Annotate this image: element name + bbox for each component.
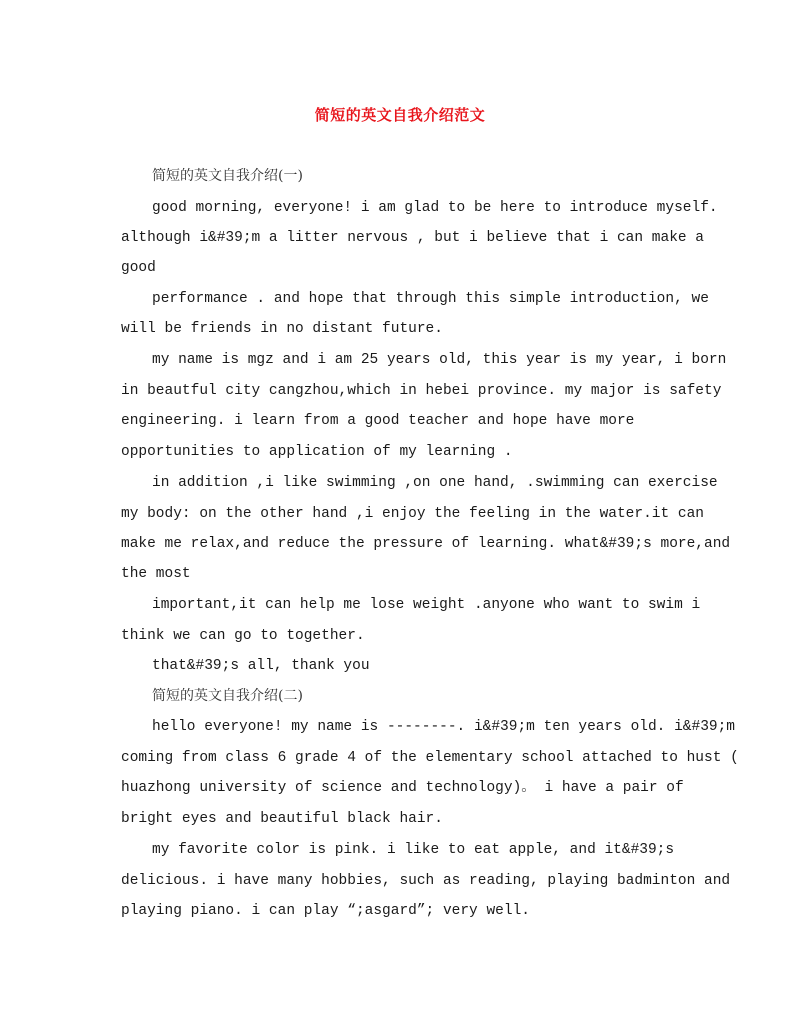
paragraph-line: the most (121, 566, 191, 582)
paragraph-line: my name is mgz and i am 25 years old, this year is my year, i born (152, 352, 727, 368)
document-title: 简短的英文自我介绍范文 (314, 106, 486, 124)
paragraph-line: important,it can help me lose weight .anyone who want to swim i (152, 597, 701, 613)
section-heading-1: 简短的英文自我介绍(一) (152, 168, 303, 184)
paragraph-line: good (121, 260, 156, 276)
paragraph-line: in beautful city cangzhou,which in hebei province. my major is safety (121, 383, 722, 399)
paragraph-line: make me relax,and reduce the pressure of learning. what&#39;s more,and (121, 536, 731, 552)
paragraph-line: think we can go to together. (121, 628, 365, 644)
paragraph-line: playing piano. i can play “;asgard”; very well. (121, 903, 530, 919)
paragraph-line: delicious. i have many hobbies, such as reading, playing badminton and (121, 873, 731, 889)
paragraph-line: coming from class 6 grade 4 of the elementary school attached to hust ( (121, 750, 739, 766)
paragraph-line: that&#39;s all, thank you (152, 658, 370, 674)
paragraph-line: engineering. i learn from a good teacher and hope have more (121, 413, 635, 429)
paragraph-line: hello everyone! my name is --------. i&#39;m ten years old. i&#39;m (152, 719, 735, 735)
paragraph-line: huazhong university of science and technology)。 i have a pair of (121, 780, 684, 796)
paragraph-line: my favorite color is pink. i like to eat apple, and it&#39;s (152, 842, 675, 858)
paragraph-line: good morning, everyone! i am glad to be here to introduce myself. (152, 200, 718, 216)
paragraph-line: although i&#39;m a litter nervous , but i believe that i can make a (121, 230, 704, 246)
paragraph-line: my body: on the other hand ,i enjoy the feeling in the water.it can (121, 506, 704, 522)
section-heading-2: 简短的英文自我介绍(二) (152, 688, 303, 704)
paragraph-line: in addition ,i like swimming ,on one hand, .swimming can exercise (152, 475, 718, 491)
paragraph-line: performance . and hope that through this simple introduction, we (152, 291, 709, 307)
paragraph-line: bright eyes and beautiful black hair. (121, 811, 443, 827)
paragraph-line: will be friends in no distant future. (121, 321, 443, 337)
paragraph-line: opportunities to application of my learning . (121, 444, 513, 460)
